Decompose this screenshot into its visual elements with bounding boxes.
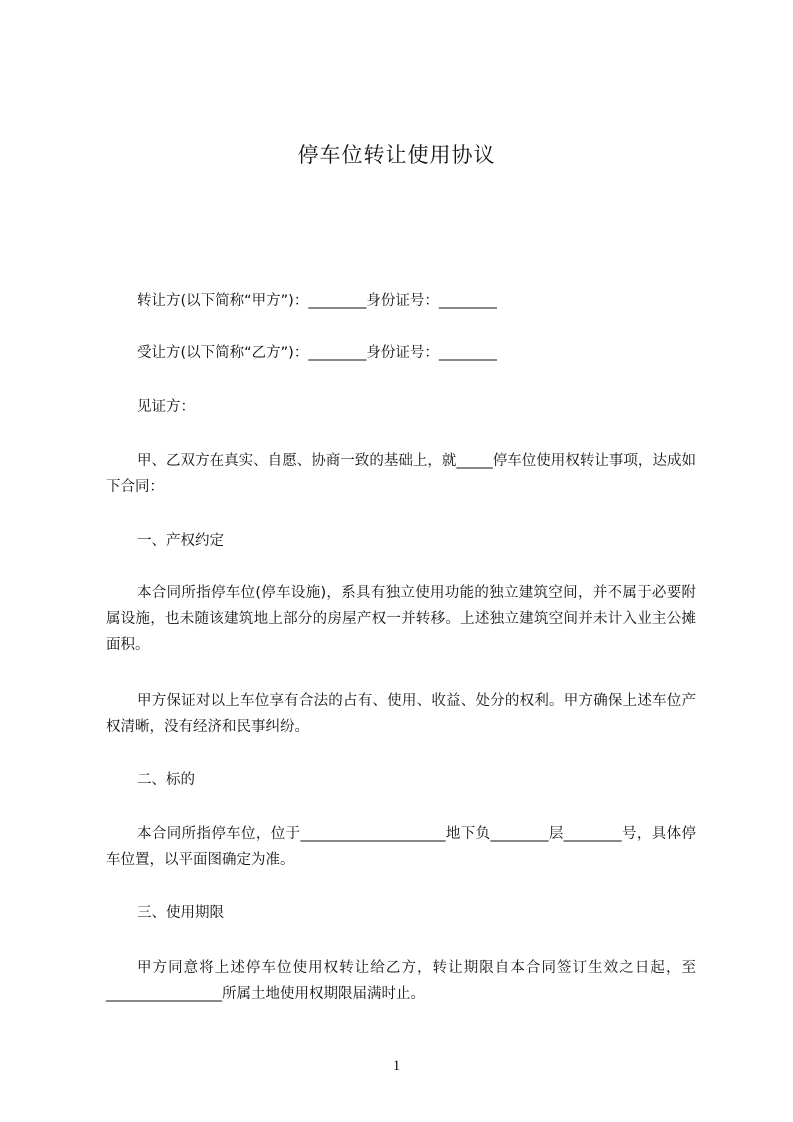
section-3-paragraph-1: 甲方同意将上述停车位使用权转让给乙方，转让期限自本合同签订生效之日起，至________________所属土地使用权期限届满时止。 [106, 960, 696, 1002]
intro-paragraph: 甲、乙双方在真实、自愿、协商一致的基础上，就_____停车位使用权转让事项，达成如下合同： [106, 453, 696, 495]
page-number: 1 [392, 1058, 401, 1074]
document-title: 停车位转让使用协议 [297, 143, 496, 167]
section-3-heading: 三、使用期限 [137, 905, 224, 921]
section-1-paragraph-2: 甲方保证对以上车位享有合法的占有、使用、收益、处分的权利。甲方确保上述车位产权清晰，没有经济和民事纠纷。 [106, 693, 696, 735]
party-b-line: 受让方(以下简称“乙方”)：________身份证号：________ [137, 345, 497, 361]
section-2-heading: 二、标的 [137, 772, 195, 788]
section-1-paragraph-1: 本合同所指停车位(停车设施)，系具有独立使用功能的独立建筑空间，并不属于必要附属设施，也未随该建筑地上部分的房屋产权一并转移。上述独立建筑空间并未计入业主公摊面积。 [106, 585, 696, 653]
section-1-heading: 一、产权约定 [137, 533, 224, 549]
party-a-line: 转让方(以下简称“甲方”)：________身份证号：________ [137, 293, 497, 309]
section-2-paragraph-1: 本合同所指停车位，位于____________________地下负________层________号，具体停车位置，以平面图确定为准。 [106, 826, 696, 868]
witness-line: 见证方： [137, 399, 195, 415]
